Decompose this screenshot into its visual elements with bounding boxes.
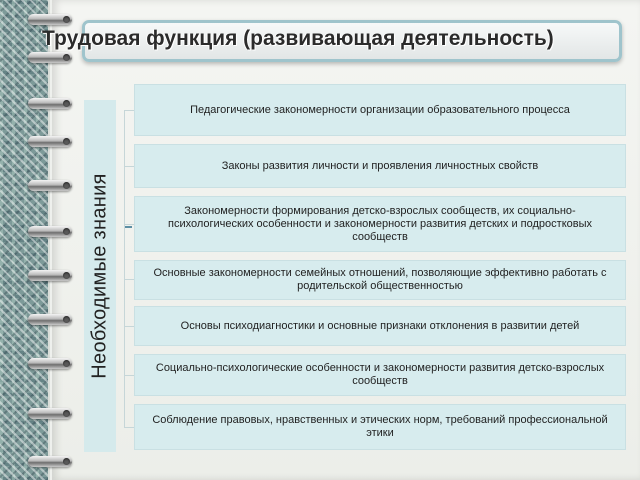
spiral-ring bbox=[28, 52, 72, 63]
knowledge-item: Соблюдение правовых, нравственных и этических норм, требований профессиональной этики bbox=[134, 404, 626, 450]
side-label: Необходимые знания bbox=[88, 173, 111, 379]
connector-branch bbox=[124, 279, 134, 280]
connector-branch bbox=[124, 110, 134, 111]
spiral-ring bbox=[28, 136, 72, 147]
connector-branch bbox=[124, 224, 134, 225]
spiral-ring bbox=[28, 358, 72, 369]
spiral-ring bbox=[28, 226, 72, 237]
knowledge-item: Социально-психологические особенности и закономерности развития детско-взрослых сообществ bbox=[134, 354, 626, 396]
knowledge-item: Основные закономерности семейных отношений, позволяющие эффективно работать с родительской общественностью bbox=[134, 260, 626, 300]
knowledge-item: Педагогические закономерности организации образовательного процесса bbox=[134, 84, 626, 136]
knowledge-item: Основы психодиагностики и основные признаки отклонения в развитии детей bbox=[134, 306, 626, 346]
connector-branch bbox=[124, 427, 134, 428]
connector-branch bbox=[124, 166, 134, 167]
spiral-ring bbox=[28, 270, 72, 281]
page-title: Трудовая функция (развивающая деятельность) bbox=[42, 27, 554, 50]
spiral-ring bbox=[28, 14, 72, 25]
connector-marker bbox=[125, 226, 132, 228]
connector-branch bbox=[124, 375, 134, 376]
connector-branch bbox=[124, 326, 134, 327]
spiral-ring bbox=[28, 314, 72, 325]
spiral-ring bbox=[28, 408, 72, 419]
spiral-ring bbox=[28, 98, 72, 109]
knowledge-item: Законы развития личности и проявления личностных свойств bbox=[134, 144, 626, 188]
spiral-ring bbox=[28, 456, 72, 467]
connector-trunk bbox=[124, 110, 125, 428]
spiral-ring bbox=[28, 180, 72, 191]
knowledge-item: Закономерности формирования детско-взрослых сообществ, их социально-психологических особенности и закономерности развития детских и подростковых сообществ bbox=[134, 196, 626, 252]
